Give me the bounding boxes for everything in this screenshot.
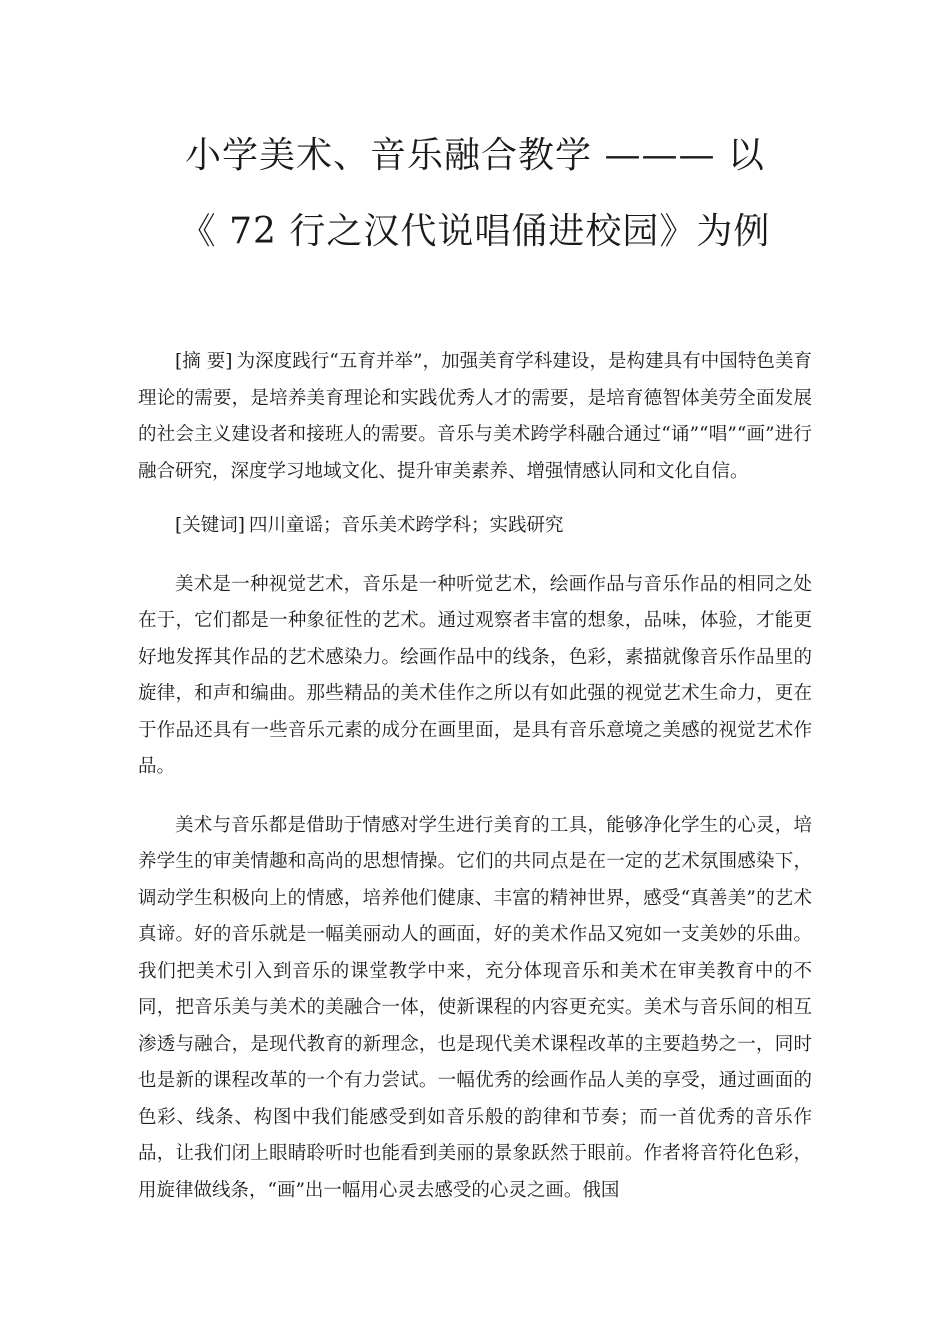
keywords-label: [关键词] [175, 515, 245, 536]
title-line-1: 小学美术、音乐融合教学 ——— 以 [185, 135, 765, 176]
keywords [138, 508, 812, 545]
body-paragraph: 美术与音乐都是借助于情感对学生进行美育的工具，能够净化学生的心灵，培养学生的审美情趣和高尚的思想情操。它们的共同点是在一定的艺术氛围感染下，调动学生积极向上的情感，培养他们健康、丰富的精神世界，感受“真善美”的艺术真谛。好的音乐就是一幅美丽动人的画面，好的美术作品又宛如一支美妙的乐曲。我们把美术引入到音乐的课堂教学中来，充分体现音乐和美术在审美教育中的不同，把音乐美与美术的美融合一体，使新课程的内容更充实。美术与音乐间的相互渗透与融合，是现代教育的新理念，也是现代美术课程改革的主要趋势之一，同时也是新的课程改革的一个有力尝试。一幅优秀的绘画作品人美的享受，通过画面的色彩、线条、构图中我们能感受到如音乐般的韵律和节奏；而一首优秀的音乐作品，让我们闭上眼睛聆听时也能看到美丽的景象跃然于眼前。作者将音符化色彩，用旋律做线条，“画”出一幅用心灵去感受的心灵之画。俄国 [138, 814, 812, 1201]
document-title [138, 0, 812, 270]
abstract-text: 为深度践行“五育并举”，加强美育学科建设，是构建具有中国特色美育理论的需要，是培养美育理论和实践优秀人才的需要，是培育德智体美劳全面发展的社会主义建设者和接班人的需要。音乐与美术跨学科融合通过“诵”“唱”“画”进行融合研究，深度学习地域文化、提升审美素养、增强情感认同和文化自信。 [138, 351, 812, 482]
title-line-2: 《 72 行之汉代说唱俑进校园》为例 [179, 211, 771, 252]
body-paragraph: 美术是一种视觉艺术，音乐是一种听觉艺术，绘画作品与音乐作品的相同之处在于，它们都是一种象征性的艺术。通过观察者丰富的想象，品味，体验，才能更好地发挥其作品的艺术感染力。绘画作品中的线条，色彩，素描就像音乐作品里的旋律，和声和编曲。那些精品的美术佳作之所以有如此强的视觉艺术生命力，更在于作品还具有一些音乐元素的成分在画里面，是具有音乐意境之美感的视觉艺术作品。 [138, 573, 812, 777]
keywords-text: 四川童谣；音乐美术跨学科；实践研究 [248, 515, 564, 536]
abstract-label: [摘 要] [175, 351, 233, 372]
abstract [138, 344, 812, 490]
